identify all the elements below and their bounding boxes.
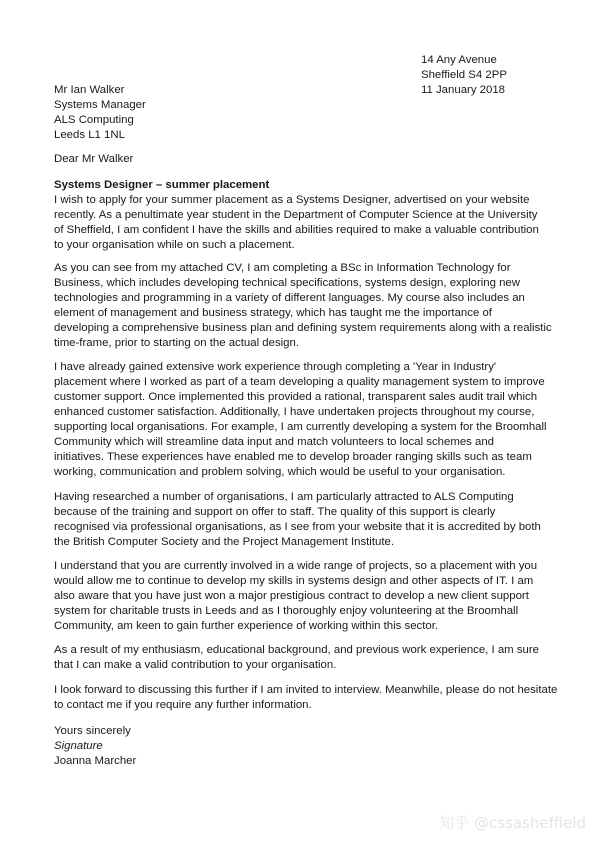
paragraph-line: because of the training and support on offer to staff. The quality of this support is clearly [54,506,496,518]
paragraph-experience [54,360,554,480]
paragraph-line: of Sheffield, I am confident I have the skills and abilities required to make a valuable contribution [54,224,539,236]
signature: Signature [54,740,103,752]
paragraph-line: system for charitable trusts in Leeds and as I thoroughly enjoy volunteering at the Broomhall [54,605,519,617]
paragraph-line: I wish to apply for your summer placement as a Systems Designer, advertised on your website [54,194,530,206]
paragraph-line: I have already gained extensive work experience through completing a 'Year in Industry' [54,361,497,373]
paragraph-line: technologies and programming in a variety of different languages. My course also includes an [54,292,525,304]
paragraph-line: developing a comprehensive business plan and defining system requirements along with a realistic [54,322,552,334]
paragraph-company [54,490,554,550]
closing: Yours sincerely [54,725,131,737]
salutation: Dear Mr Walker [54,153,134,165]
subject-heading: Systems Designer – summer placement [54,179,270,191]
paragraph-closing [54,683,558,713]
paragraph-course [54,261,554,351]
paragraph-line: also aware that you have just won a major prestigious contract to develop a new client support [54,590,529,602]
paragraph-line: element of management and business strategy, which has taught me the importance of [54,307,492,319]
paragraph-line: As you can see from my attached CV, I am completing a BSc in Information Technology for [54,262,511,274]
paragraph-summary [54,643,554,673]
letter-date: 11 January 2018 [421,84,506,96]
paragraph-line: recognised via professional organisations, as I see from your website that it is accredited by both [54,521,541,533]
paragraph-line: customer support. Once implemented this provided a rational, transparent sales audit trail which [54,391,538,403]
paragraph-line: I look forward to discussing this further if I am invited to interview. Meanwhile, please do not hesitate [54,684,558,696]
recipient-name: Mr Ian Walker [54,84,125,96]
paragraph-line: time-frame, prior to starting on the actual design. [54,337,300,349]
watermark: 知乎 @cssasheffield [439,814,586,832]
recipient-company: ALS Computing [54,114,134,126]
signer-name: Joanna Marcher [54,755,137,767]
paragraph-line: placement where I worked as part of a team developing a quality management system to improve [54,376,545,388]
paragraph-line: Community, am keen to gain further experience of working within this sector. [54,620,439,632]
paragraph-line: to your organisation while on such a placement. [54,239,295,251]
paragraph-line: the British Computer Society and the Project Management Institute. [54,536,394,548]
sender-city: Sheffield S4 2PP [421,69,507,81]
paragraph-line: enhanced customer satisfaction. Additionally, I have undertaken projects throughout my course, [54,406,535,418]
paragraph-line: initiatives. These experiences have enabled me to develop broader ranging skills such as team [54,451,532,463]
paragraph-line: to contact me if you require any further information. [54,699,312,711]
paragraph-line: recently. As a penultimate year student in the Department of Computer Science at the University [54,209,538,221]
paragraph-line: supporting local organisations. For example, I am currently developing a system for the Broomhall [54,421,547,433]
sender-street: 14 Any Avenue [421,54,497,66]
paragraph-projects [54,559,554,634]
paragraph-line: Community which will streamline data input and match volunteers to local schemes and [54,436,495,448]
paragraph-line: As a result of my enthusiasm, educational background, and previous work experience, I am sure [54,644,539,656]
paragraph-line: I understand that you are currently involved in a wide range of projects, so a placement with you [54,560,538,572]
paragraph-line: that I can make a valid contribution to your organisation. [54,659,337,671]
paragraph-line: would allow me to continue to develop my skills in systems design and other aspects of IT. I am [54,575,534,587]
recipient-title: Systems Manager [54,99,146,111]
paragraph-line: Having researched a number of organisations, I am particularly attracted to ALS Computing [54,491,514,503]
recipient-city: Leeds L1 1NL [54,129,125,141]
paragraph-line: working, communication and problem solving, which would be useful to your organisation. [54,466,506,478]
paragraph-line: Business, which includes developing technical specifications, systems design, exploring new [54,277,520,289]
paragraph-intro [54,193,554,253]
